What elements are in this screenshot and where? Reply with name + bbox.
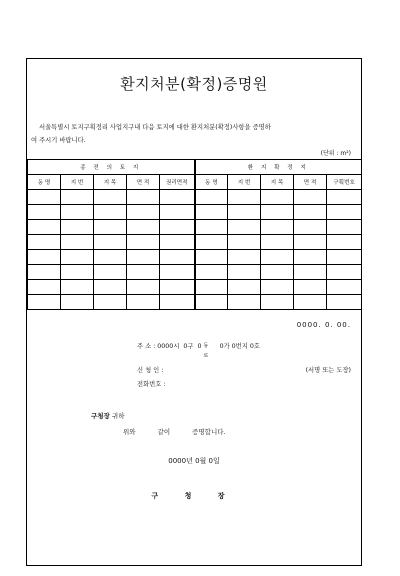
table-cell xyxy=(61,280,94,295)
certify-statement xyxy=(123,427,226,436)
table-cell xyxy=(94,265,127,280)
table-cell xyxy=(94,295,127,310)
table-cell xyxy=(127,250,160,265)
table-cell xyxy=(327,250,362,265)
table-row xyxy=(28,280,362,295)
table-cell xyxy=(61,265,94,280)
table-cell xyxy=(261,190,294,205)
table-cell xyxy=(160,295,195,310)
table-cell xyxy=(61,295,94,310)
table-cell xyxy=(160,250,195,265)
recipient-line xyxy=(91,411,124,420)
table-cell xyxy=(28,205,61,220)
table-cell xyxy=(160,220,195,235)
address-gu: 0구 xyxy=(183,343,194,350)
table-cell xyxy=(195,235,228,250)
table-cell xyxy=(261,235,294,250)
certify-left: 위와 xyxy=(123,428,136,436)
column-header: 동 명 xyxy=(195,175,228,190)
table-cell xyxy=(294,220,327,235)
table-cell xyxy=(261,265,294,280)
address-line xyxy=(137,341,260,359)
column-header: 구획번호 xyxy=(327,175,362,190)
table-cell xyxy=(327,190,362,205)
table-cell xyxy=(61,250,94,265)
table-row xyxy=(28,295,362,310)
table-cell xyxy=(294,295,327,310)
table-cell xyxy=(94,280,127,295)
table-cell xyxy=(294,265,327,280)
address-ro: 로 xyxy=(203,353,209,359)
table-cell xyxy=(294,190,327,205)
table-cell xyxy=(28,235,61,250)
table-cell xyxy=(195,190,228,205)
table-cell xyxy=(261,220,294,235)
table-cell xyxy=(294,250,327,265)
table-cell xyxy=(127,190,160,205)
table-cell xyxy=(127,235,160,250)
column-header: 지 번 xyxy=(228,175,261,190)
table-cell xyxy=(261,205,294,220)
column-header: 지 목 xyxy=(261,175,294,190)
table-cell xyxy=(228,295,261,310)
table-cell xyxy=(195,205,228,220)
table-cell xyxy=(28,250,61,265)
table-cell xyxy=(228,235,261,250)
table-cell xyxy=(228,250,261,265)
applicant-label: 신 청 인 : xyxy=(137,367,164,374)
address-label: 주 소 : 0000시 xyxy=(137,343,180,350)
address-rest: 0가 0번지 0호 xyxy=(219,343,260,350)
certify-mid: 같이 xyxy=(157,428,171,436)
table-row xyxy=(28,190,362,205)
address-o: 0 xyxy=(197,343,202,350)
table-cell xyxy=(294,235,327,250)
table-cell xyxy=(28,190,61,205)
table-cell xyxy=(160,265,195,280)
table-body xyxy=(28,190,362,310)
signature-note: (서명 또는 도장) xyxy=(305,367,351,374)
certify-right: 증명합니다. xyxy=(192,428,226,436)
table-cell xyxy=(127,205,160,220)
table-cell xyxy=(61,220,94,235)
table-cell xyxy=(94,205,127,220)
unit-label: (단위 : m²) xyxy=(320,150,351,157)
table-cell xyxy=(94,190,127,205)
certificate-form xyxy=(26,58,362,566)
group-header-previous-land: 종 전 의 토 지 xyxy=(28,160,195,175)
table-cell xyxy=(28,220,61,235)
issuer: 구 청 장 xyxy=(151,492,237,500)
table-cell xyxy=(160,235,195,250)
table-cell xyxy=(294,280,327,295)
table-row xyxy=(28,220,362,235)
table-cell xyxy=(127,220,160,235)
column-header: 지 번 xyxy=(61,175,94,190)
column-header: 면 적 xyxy=(294,175,327,190)
table-cell xyxy=(195,220,228,235)
table-cell xyxy=(195,295,228,310)
table-cell xyxy=(327,220,362,235)
table-cell xyxy=(327,295,362,310)
intro-text xyxy=(31,121,355,147)
issue-date: 0000년 0월 0일 xyxy=(168,457,220,465)
table-cell xyxy=(28,295,61,310)
table-cell xyxy=(195,280,228,295)
form-title: 환지처분(확정)증명원 xyxy=(120,75,268,93)
table-cell xyxy=(127,280,160,295)
table-cell xyxy=(127,265,160,280)
column-header: 지 목 xyxy=(94,175,127,190)
table-cell xyxy=(261,280,294,295)
column-header: 권리면적 xyxy=(160,175,195,190)
land-table xyxy=(27,159,362,310)
table-row xyxy=(28,250,362,265)
table-cell xyxy=(127,295,160,310)
table-cell xyxy=(261,250,294,265)
table-cell xyxy=(261,295,294,310)
phone-label: 전화번호 : xyxy=(137,381,166,388)
table-cell xyxy=(228,280,261,295)
recipient-suffix: 귀하 xyxy=(109,412,125,420)
recipient: 구청장 xyxy=(91,412,110,420)
table-cell xyxy=(61,190,94,205)
table-cell xyxy=(327,235,362,250)
table-cell xyxy=(195,265,228,280)
table-cell xyxy=(28,280,61,295)
table-cell xyxy=(94,220,127,235)
table-cell xyxy=(327,280,362,295)
group-header-confirmed-land: 환 지 확 정 지 xyxy=(195,160,362,175)
table-cell xyxy=(160,190,195,205)
intro-line-2: 여 주시기 바랍니다. xyxy=(31,137,86,144)
table-cell xyxy=(94,250,127,265)
table-cell xyxy=(228,190,261,205)
column-header: 면 적 xyxy=(127,175,160,190)
column-header-row xyxy=(28,175,362,190)
intro-line-1: 서울특별시 토지구획정리 사업지구내 다음 토지에 대한 환지처분(확정)사항을 증명하 xyxy=(39,124,271,131)
table-row xyxy=(28,265,362,280)
table-cell xyxy=(160,280,195,295)
application-date: 0000. 0. 00. xyxy=(296,321,351,329)
address-dong: 동 xyxy=(203,343,209,349)
table-cell xyxy=(228,265,261,280)
table-cell xyxy=(327,265,362,280)
table-cell xyxy=(327,205,362,220)
column-header: 동 명 xyxy=(28,175,61,190)
table-cell xyxy=(61,205,94,220)
table-cell xyxy=(28,265,61,280)
table-cell xyxy=(228,220,261,235)
table-cell xyxy=(94,235,127,250)
table-cell xyxy=(294,205,327,220)
table-cell xyxy=(228,205,261,220)
table-cell xyxy=(195,250,228,265)
table-cell xyxy=(160,205,195,220)
table-row xyxy=(28,235,362,250)
table-cell xyxy=(61,235,94,250)
table-row xyxy=(28,205,362,220)
